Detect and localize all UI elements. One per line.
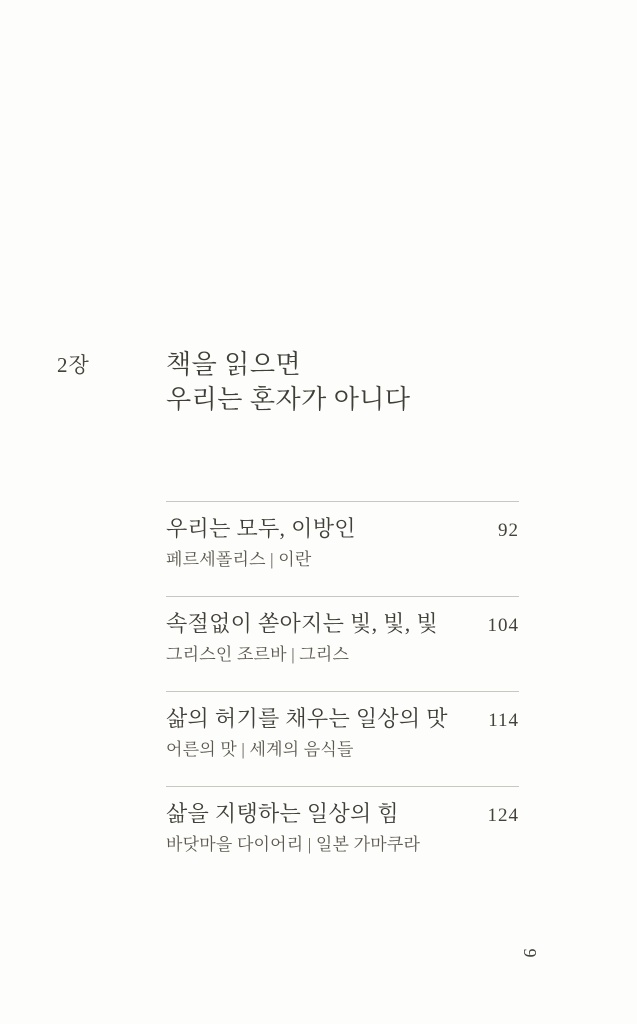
toc-entry-title: 삶을 지탱하는 일상의 힘 [166, 801, 399, 826]
toc-entry-subtitle: 어른의 맛 | 세계의 음식들 [166, 740, 354, 759]
toc-entry-head [166, 801, 519, 828]
toc-entry [166, 786, 519, 881]
toc-entry-page-number: 124 [487, 805, 519, 826]
toc-entry [166, 691, 519, 786]
toc-entry-title: 우리는 모두, 이방인 [166, 516, 356, 541]
toc-entry [166, 501, 519, 596]
toc-entry-head [166, 611, 519, 638]
chapter-title-line1: 책을 읽으면 [166, 350, 302, 379]
folio-page-number: 9 [520, 948, 540, 958]
chapter-title [166, 347, 411, 417]
toc-entry [166, 596, 519, 691]
toc-entry-subtitle: 바닷마을 다이어리 | 일본 가마쿠라 [166, 835, 421, 854]
toc-entry-head [166, 706, 519, 733]
toc-entry-head [166, 516, 519, 543]
chapter-title-line2: 우리는 혼자가 아니다 [166, 385, 411, 414]
toc-entry-page-number: 92 [498, 520, 519, 541]
toc-entry-subtitle: 그리스인 조르바 | 그리스 [166, 645, 350, 664]
toc-entry-page-number: 114 [488, 710, 519, 731]
chapter-label: 2장 [57, 353, 90, 377]
toc-list [166, 501, 519, 881]
toc-entry-title: 속절없이 쏟아지는 빛, 빛, 빛 [166, 611, 438, 636]
toc-entry-title: 삶의 허기를 채우는 일상의 맛 [166, 706, 448, 731]
toc-entry-subtitle: 페르세폴리스 | 이란 [166, 550, 312, 569]
toc-entry-page-number: 104 [487, 615, 519, 636]
